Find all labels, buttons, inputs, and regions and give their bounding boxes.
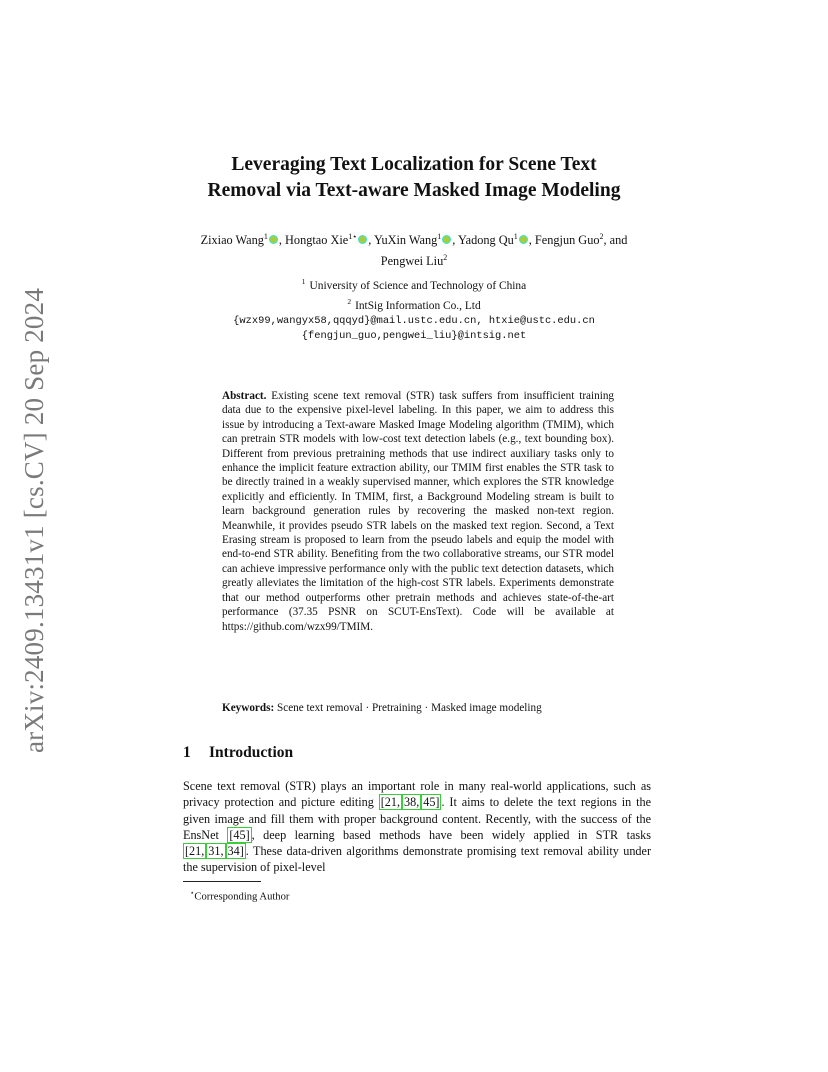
citation-link[interactable]: 31, <box>208 844 224 859</box>
affiliations <box>180 274 648 344</box>
section-heading <box>183 743 643 763</box>
author-superscript: 2 <box>599 232 604 241</box>
abstract-label: Abstract. <box>222 390 267 402</box>
author-superscript: 1 <box>437 232 442 241</box>
citation-link[interactable]: [45] <box>229 827 250 842</box>
paper-title <box>150 152 678 204</box>
title-line-2: Removal via Text-aware Masked Image Modeling <box>207 180 621 201</box>
footnote-rule <box>183 881 261 882</box>
keywords-label: Keywords: <box>222 702 275 714</box>
abstract <box>222 389 614 634</box>
author-superscript: 1⋆ <box>348 232 358 241</box>
author-name: , Hongtao Xie <box>278 233 349 248</box>
abstract-text: Existing scene text removal (STR) task suffers from insufficient training data due to the expensive pixel-level labeling. In this paper, we aim to address this issue by introducing a Text-aware Masked Image Modeling algorithm (TMIM), which can pretrain STR models with low-cost text detection labels (e.g., text bounding box). Different from previous pretraining methods that use indirect auxiliary tasks only to enhance the implicit feature extraction ability, our TMIM first enables the STR task to be directly trained in a weakly supervised manner, which explores the STR knowledge explicitly and efficiently. In TMIM, first, a Background Modeling stream is built to learn background generation rules by recovering the masked non-text region. Meanwhile, it provides pseudo STR labels on the masked text region. Second, a Text Erasing stream is proposed to learn from the pseudo labels and equip the model with end-to-end STR ability. Benefiting from the two collaborative streams, our STR model can achieve impressive performance only with the public text detection datasets, which greatly alleviates the limitation of the high-cost STR labels. Experiments demonstrate that our method outperforms other pretrain methods and achieves state-of-the-art performance (37.35 PSNR on SCUT-EnsText). Code will be available at https://github.com/wzx99/TMIM. <box>222 390 615 633</box>
author-name: , Fengjun Guo <box>528 233 600 248</box>
footnote <box>190 886 650 905</box>
orcid-icon[interactable] <box>358 235 367 244</box>
section-number: 1 <box>183 744 191 761</box>
citation-link[interactable]: [21, <box>380 795 400 810</box>
citation-link[interactable]: 34] <box>227 844 244 859</box>
orcid-icon[interactable] <box>519 235 528 244</box>
author-superscript: 1 <box>513 232 518 241</box>
citation-link[interactable]: 38, <box>404 795 420 810</box>
author-name: Zixiao Wang <box>200 233 264 248</box>
keywords <box>222 701 622 715</box>
title-line-1: Leveraging Text Localization for Scene Text <box>231 154 597 175</box>
arxiv-stamp-text: arXiv:2409.13431v1 [cs.CV] 20 Sep 2024 <box>19 287 50 753</box>
author-superscript: 1 <box>263 232 268 241</box>
affiliation-1: $^1$ University of Science and Technology of China <box>301 277 527 292</box>
email-line-1: {wzx99,wangyx58,qqqyd}@mail.ustc.edu.cn, htxie@ustc.edu.cn <box>233 314 595 327</box>
author-name: , and Pengwei Liu <box>380 233 628 269</box>
orcid-icon[interactable] <box>269 235 278 244</box>
citation-link[interactable]: 45] <box>423 795 440 810</box>
citation-link[interactable]: [21, <box>185 844 205 859</box>
orcid-icon[interactable] <box>442 235 451 244</box>
footnote-mark: ⋆ <box>190 889 195 897</box>
email-line-2: {fengjun_guo,pengwei_liu}@intsig.net <box>301 329 527 342</box>
author-superscript: 2 <box>443 253 448 263</box>
author-name: , YuXin Wang <box>368 233 438 248</box>
intro-paragraph: Scene text removal (STR) plays an important role in many real-world applications, such as privacy protection and picture editing [21, 38, 45] . It aims to delete the text regions in the given image and fill them with proper background content. Recently, with the success of the EnsNet [45] , deep learning based methods have been widely applied in STR tasks [21, 31, 34] . These data-driven algorithms demonstrate promising text removal ability under the supervision of pixel-level <box>183 779 651 875</box>
affiliation-2: $^2$ IntSig Information Co., Ltd <box>347 296 481 312</box>
author-name: , Yadong Qu <box>452 233 514 248</box>
keywords-text: Scene text removal · Pretraining · Masked image modeling <box>277 702 542 714</box>
footnote-text: Corresponding Author <box>194 891 290 903</box>
arxiv-stamp <box>14 280 56 760</box>
section-title: Introduction <box>209 744 294 761</box>
author-list <box>180 228 648 270</box>
